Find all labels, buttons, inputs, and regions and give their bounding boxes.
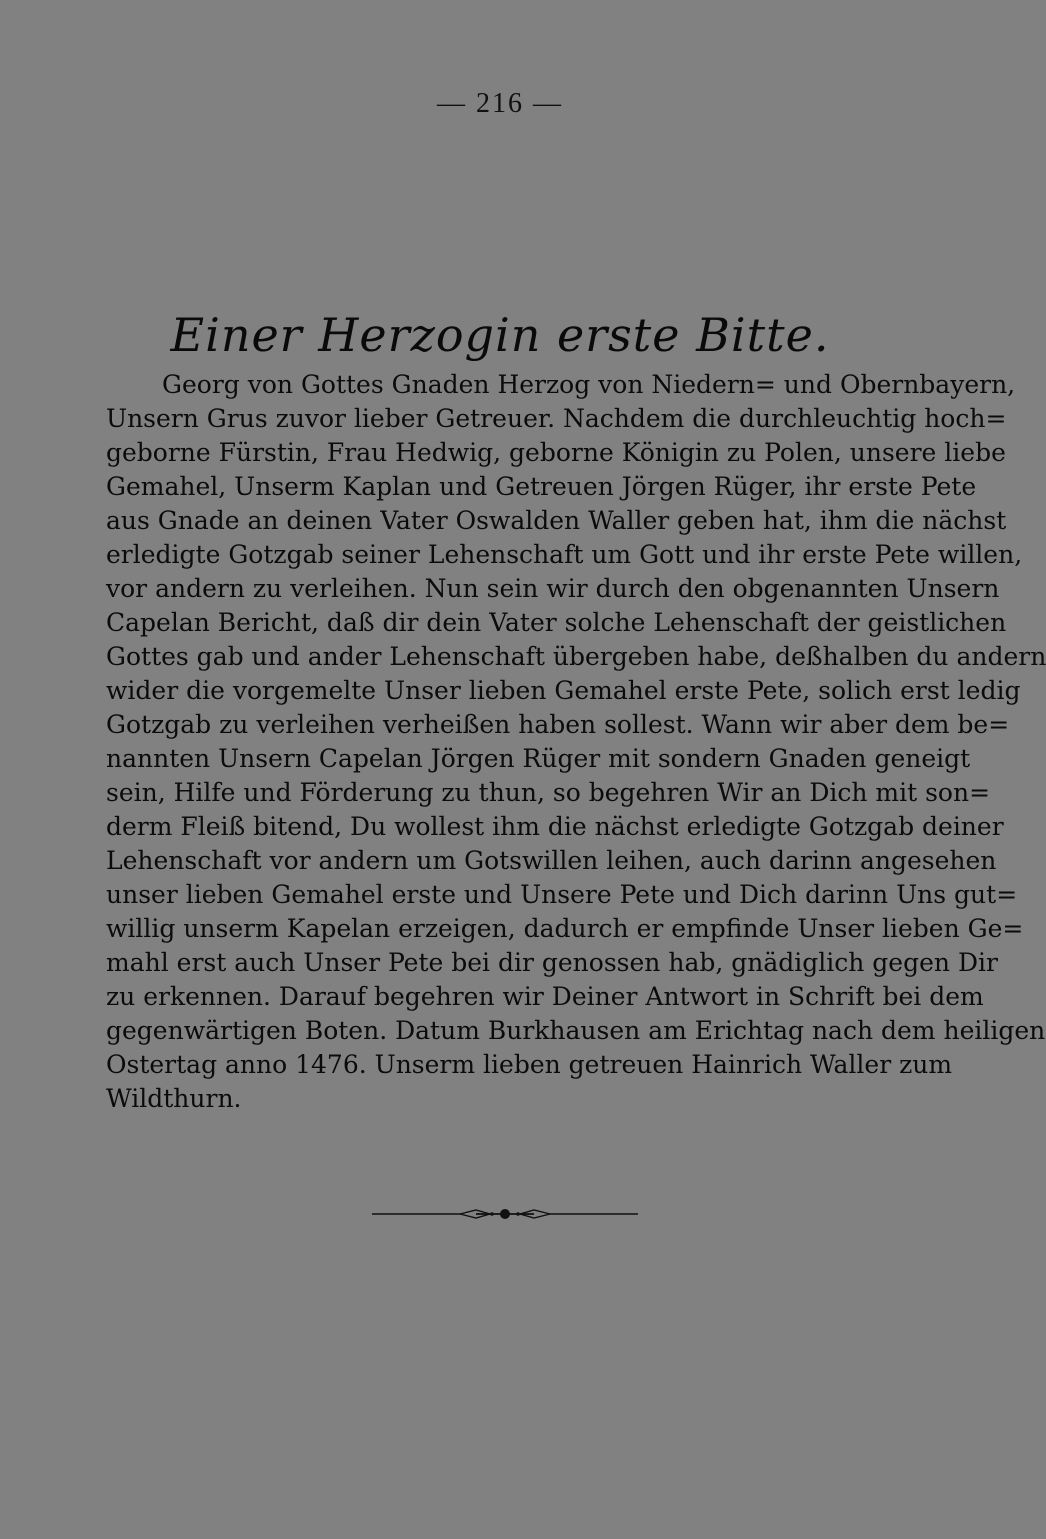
text-line: aus Gnade an deinen Vater Oswalden Waller geben hat, ihm die nächst (106, 506, 1007, 535)
text-line: gegenwärtigen Boten. Datum Burkhausen am Erichtag nach dem heiligen (106, 1016, 1046, 1045)
letter-text (106, 368, 1046, 1116)
text-line: zu erkennen. Darauf begehren wir Deiner Antwort in Schrift bei dem (106, 982, 984, 1011)
text-line: mahl erst auch Unser Pete bei dir genossen hab, gnädiglich gegen Dir (106, 948, 998, 977)
text-line: geborne Fürstin, Frau Hedwig, geborne Königin zu Polen, unsere liebe (106, 438, 1006, 467)
text-line: vor andern zu verleihen. Nun sein wir durch den obgenannten Unsern (106, 574, 1000, 603)
text-line: Gemahel, Unserm Kaplan und Getreuen Jörgen Rüger, ihr erste Pete (106, 472, 977, 501)
text-line: Unsern Grus zuvor lieber Getreuer. Nachdem die durchleuchtig hoch= (106, 404, 1007, 433)
text-line: Capelan Bericht, daß dir dein Vater solche Lehenschaft der geistlichen (106, 608, 1007, 637)
text-line: derm Fleiß bitend, Du wollest ihm die nächst erledigte Gotzgab deiner (106, 812, 1004, 841)
chapter-title: Einer Herzogin erste Bitte. (170, 308, 830, 362)
text-line: sein, Hilfe und Förderung zu thun, so begehren Wir an Dich mit son= (106, 778, 991, 807)
page-number: — 216 — (437, 88, 563, 119)
text-line: Georg von Gottes Gnaden Herzog von Niedern= und Obernbayern, (162, 370, 1016, 399)
text-line: wider die vorgemelte Unser lieben Gemahel erste Pete, solich erst ledig (106, 676, 1021, 705)
text-line: Ostertag anno 1476. Unserm lieben getreuen Hainrich Waller zum (106, 1050, 953, 1079)
text-line: nannten Unsern Capelan Jörgen Rüger mit sondern Gnaden geneigt (106, 744, 971, 773)
end-ornament-icon (372, 1202, 638, 1226)
text-line: Lehenschaft vor andern um Gotswillen leihen, auch darinn angesehen (106, 846, 997, 875)
text-line: unser lieben Gemahel erste und Unsere Pete und Dich darinn Uns gut= (106, 880, 1018, 909)
text-line: willig unserm Kapelan erzeigen, dadurch er empfinde Unser lieben Ge= (106, 914, 1024, 943)
text-line: Wildthurn. (106, 1084, 242, 1113)
text-line: Gotzgab zu verleihen verheißen haben sollest. Wann wir aber dem be= (106, 710, 1010, 739)
text-line: Gottes gab und ander Lehenschaft übergeben habe, deßhalben du andern (106, 642, 1046, 671)
text-line: erledigte Gotzgab seiner Lehenschaft um Gott und ihr erste Pete willen, (106, 540, 1023, 569)
